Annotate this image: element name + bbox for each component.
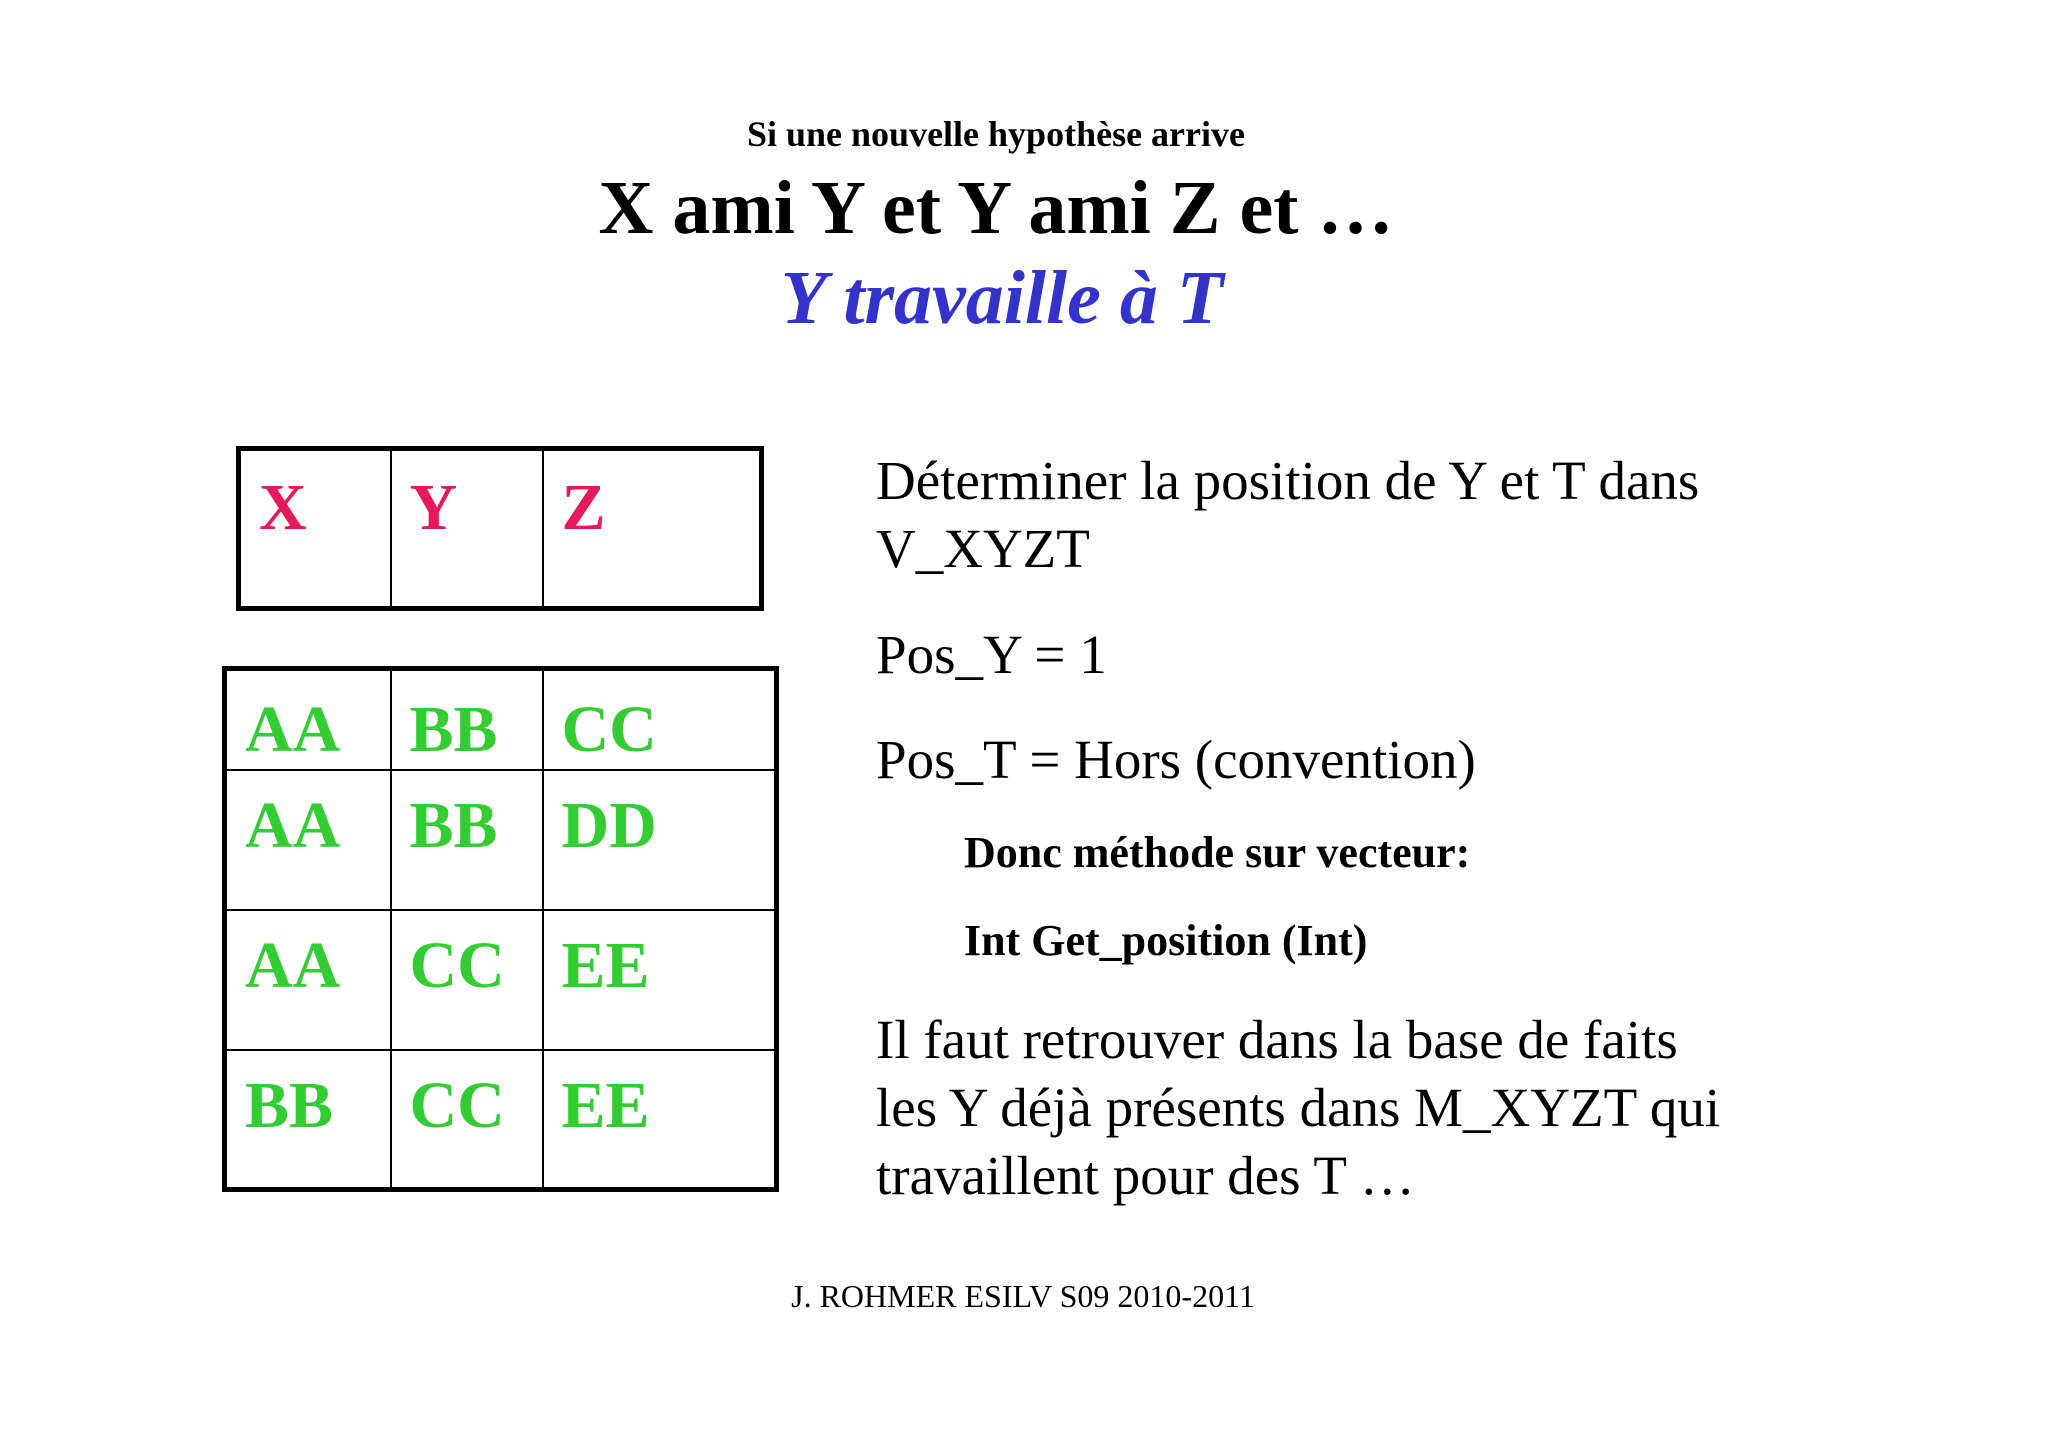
table-cell: AA: [225, 669, 391, 770]
footer-credit: J. ROHMER ESILV S09 2010-2011: [791, 1278, 1255, 1314]
header-cell-x: X: [239, 449, 391, 609]
text-line: travaillent pour des T …: [876, 1145, 1415, 1206]
table-cell: EE: [543, 910, 777, 1050]
data-table: [222, 666, 779, 1192]
table-cell: BB: [225, 1050, 391, 1190]
table-cell: CC: [391, 910, 543, 1050]
header-cell-z: Z: [543, 449, 762, 609]
table-cell: CC: [391, 1050, 543, 1190]
slide-subtitle: Si une nouvelle hypothèse arrive: [746, 114, 1245, 154]
explanation-paragraph: [876, 1006, 1720, 1210]
table-cell: AA: [225, 910, 391, 1050]
table-row: [225, 770, 777, 910]
table-cell: CC: [543, 669, 777, 770]
pos-t-text: Pos_T = Hors (convention): [876, 729, 1476, 790]
table-row: [225, 669, 777, 770]
header-row: [239, 449, 762, 609]
method-label-text: Donc méthode sur vecteur:: [964, 828, 1471, 877]
table-row: [225, 910, 777, 1050]
header-cell-y: Y: [391, 449, 543, 609]
table-row: [225, 1050, 777, 1190]
text-line: les Y déjà présents dans M_XYZT qui: [876, 1077, 1721, 1138]
slide-highlight: Y travaille à T: [780, 256, 1224, 340]
text-line: V_XYZT: [876, 518, 1090, 579]
header-table: [236, 446, 764, 611]
text-line: Déterminer la position de Y et T dans: [876, 450, 1700, 511]
table-cell: BB: [391, 770, 543, 910]
determine-position-text: [876, 447, 1699, 583]
text-line: Il faut retrouver dans la base de faits: [876, 1009, 1678, 1070]
method-signature-text: Int Get_position (Int): [964, 916, 1368, 965]
slide-title: X ami Y et Y ami Z et …: [598, 166, 1394, 250]
table-cell: DD: [543, 770, 777, 910]
table-cell: EE: [543, 1050, 777, 1190]
table-cell: BB: [391, 669, 543, 770]
pos-y-text: Pos_Y = 1: [876, 624, 1107, 685]
table-cell: AA: [225, 770, 391, 910]
